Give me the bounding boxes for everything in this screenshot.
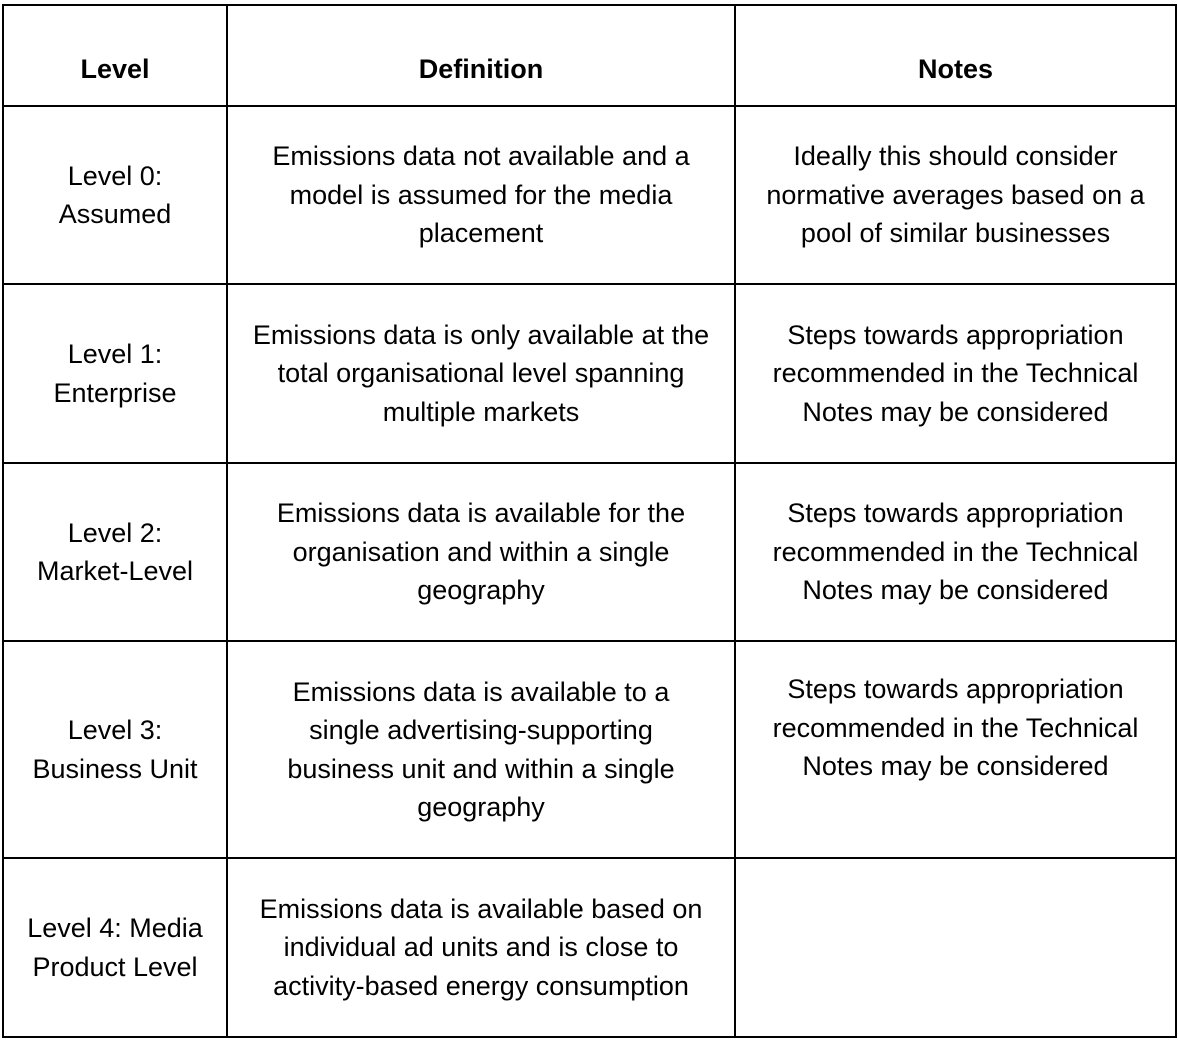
- level-cell: Level 4: Media Product Level: [3, 858, 227, 1037]
- notes-cell: [735, 858, 1176, 1037]
- table-row: [3, 284, 1176, 463]
- definition-cell: Emissions data not available and a model is assumed for the media placement: [227, 106, 735, 284]
- table-row: [3, 858, 1176, 1037]
- emissions-levels-table: [2, 4, 1177, 1038]
- table-row: [3, 641, 1176, 858]
- definition-cell: Emissions data is available to a single advertising-supporting business unit and within a single geography: [227, 641, 735, 858]
- definition-cell: Emissions data is available for the organisation and within a single geography: [227, 463, 735, 641]
- level-cell: Level 2: Market-Level: [3, 463, 227, 641]
- level-cell: Level 0: Assumed: [3, 106, 227, 284]
- notes-cell: Ideally this should consider normative averages based on a pool of similar businesses: [735, 106, 1176, 284]
- level-cell: Level 3: Business Unit: [3, 641, 227, 858]
- header-level: Level: [3, 5, 227, 106]
- header-notes: Notes: [735, 5, 1176, 106]
- notes-cell: Steps towards appropriation recommended in the Technical Notes may be considered: [735, 641, 1176, 858]
- notes-cell: Steps towards appropriation recommended in the Technical Notes may be considered: [735, 463, 1176, 641]
- table-row: [3, 463, 1176, 641]
- definition-cell: Emissions data is only available at the total organisational level spanning multiple markets: [227, 284, 735, 463]
- definition-cell: Emissions data is available based on individual ad units and is close to activity-based energy consumption: [227, 858, 735, 1037]
- table-row: [3, 106, 1176, 284]
- level-cell: Level 1: Enterprise: [3, 284, 227, 463]
- header-definition: Definition: [227, 5, 735, 106]
- table-header-row: [3, 5, 1176, 106]
- notes-cell: Steps towards appropriation recommended in the Technical Notes may be considered: [735, 284, 1176, 463]
